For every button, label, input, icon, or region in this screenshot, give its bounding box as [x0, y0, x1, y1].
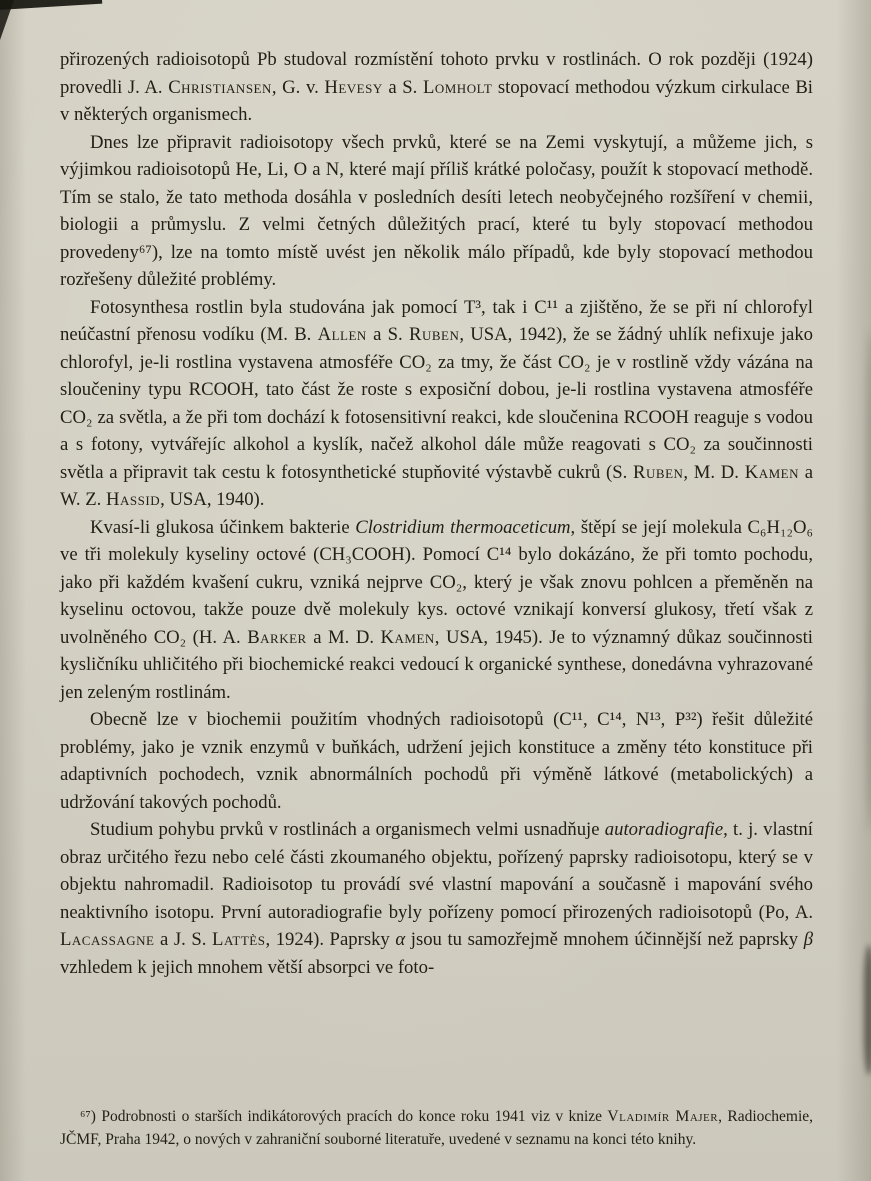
italic-term: autoradiografie: [604, 819, 724, 840]
small-caps-name: Hevesy: [324, 76, 383, 98]
scan-artifact-top-edge: [0, 0, 102, 10]
text-run: , USA, 1940).: [160, 489, 265, 510]
paragraph-5: [60, 706, 813, 816]
scan-artifact-top-left-corner: [0, 0, 14, 40]
text-run: Dnes lze připravit radioisotopy všech prvků, které se na Zemi vyskytují, a můžeme jich, s výjimkou radioisotopů He, Li, O a N, které mají příliš krátké poločasy, použít k stopovací methodě. Tím se stalo, že tato methoda dosáhla v posledních desíti letech neobyčejného rozšíření v chemii, biologii a průmyslu. Z velmi četných důležitých prací, které tu byly stopovací methodou provedeny⁶⁷), lze na tomto místě uvést jen několik málo případů, kde byly stopovací methodou rozřešeny důležité problémy.: [60, 131, 813, 290]
paragraph-6: [60, 816, 813, 981]
small-caps-name: Vladimír Majer: [607, 1108, 719, 1125]
small-caps-name: Lomholt: [422, 76, 493, 98]
text-run: , t. j. vlastní obraz určitého řezu nebo celé části zkoumaného objektu, pořízený paprsky radioisotopu, který se v objektu nahromadil. Radioisotop tu provádí své vlastní mapování a současně i mapování svého neaktivního isotopu. První autoradiografie byly pořízeny pomocí přirozených radioisotopů (Po, A.: [60, 819, 814, 923]
small-caps-name: Lattès: [212, 929, 266, 950]
text-run: vzhledem k jejich mnohem větší absorpci ve foto-: [60, 956, 435, 978]
italic-term: α: [395, 929, 406, 950]
text-run: ⁶⁷) Podrobnosti o starších indikátorových pracích do konce roku 1941 viz v knize: [80, 1108, 608, 1125]
text-run: Kvasí-li glukosa účinkem bakterie: [90, 516, 356, 538]
small-caps-name: Hassid: [106, 489, 161, 510]
scan-artifact-right-edge-shadow: [867, 330, 871, 830]
small-caps-name: Ruben: [408, 324, 460, 345]
small-caps-name: Christiansen: [168, 76, 272, 98]
paragraph-1: [60, 46, 813, 129]
text-run: Studium pohybu prvků v rostlinách a organismech velmi usnadňuje: [90, 819, 605, 840]
text-run: přirozených radioisotopů Pb studoval rozmístění tohoto prvku v rostlinách. O rok později (1924) provedli J. A.: [60, 49, 813, 98]
text-run: stopovací methodou výzkum cirkulace Bi v některých organismech.: [60, 76, 814, 125]
text-run: , G. v.: [271, 76, 325, 98]
text-run: , 1924). Paprsky: [265, 929, 396, 950]
paragraph-2: [60, 129, 813, 294]
text-run: , USA, 1945). Je to významný důkaz součinnosti kysličníku uhličitého při biochemické reakci vedoucí k organické synthese, donedávna vyhrazované jen zeleným rostlinám.: [60, 626, 813, 703]
text-run: a S.: [382, 76, 423, 98]
text-run: Obecně lze v biochemii použitím vhodných radioisotopů (C¹¹, C¹⁴, N¹³, P³²) řešit důležité problémy, jako je vznik enzymů v buňkách, udržení jejich konstituce a změny této konstituce při adaptivních pochodech, vznik abnormálních pochodů při výměně látkové (metabolických) a udržování takových pochodů.: [60, 709, 813, 813]
text-run: a S.: [366, 324, 409, 345]
italic-term: β: [803, 929, 814, 950]
paragraph-3: [60, 294, 813, 514]
text-run: jsou tu samozřejmě mnohem účinnější než paprsky: [405, 929, 804, 950]
small-caps-name: Kamen: [380, 626, 435, 648]
text-run: Fotosynthesa rostlin byla studována jak pomocí T³, tak i C¹¹ a zjištěno, že se při ní chlorofyl neúčastní přenosu vodíku (M. B.: [60, 296, 813, 345]
footnote-text: [60, 1106, 813, 1151]
italic-term: Clostridium thermoaceticum: [355, 516, 571, 538]
small-caps-name: Allen: [317, 324, 367, 345]
small-caps-name: Lacassagne: [60, 929, 155, 950]
text-run: , štěpí se její molekula C₆H₁₂O₆ ve tři molekuly kyseliny octové (CH₃COOH). Pomocí C¹⁴ bylo dokázáno, že při tomto pochodu, jako při každém kvašení cukru, vzniká nejprve CO₂, který je však znovu pohlcen a přeměněn na kyselinu octovou, takže pouze dvě molekuly kys. octové vznikají konversí glukosy, třetí však z uvolněného CO₂ (H. A.: [60, 516, 813, 648]
text-run: a M. D.: [306, 626, 381, 648]
text-run: , USA, 1942), že se žádný uhlík nefixuje jako chlorofyl, je-li rostlina vystavena atmosféře CO₂ za tmy, že část CO₂ je v rostlině vždy vázána na sloučeniny typu RCOOH, tato část že roste s exposiční dobou, je-li rostlina vystavena atmosféře CO₂ za světla, a že při tom dochází k fotosensitivní reakci, kde sloučenina RCOOH reaguje s vodou a s fotony, vytvářejíc alkohol a kyslík, načež alkohol dále může reagovati s CO₂ za součinnosti světla a připravit tak cestu k fotosynthetické stupňovité výstavbě cukrů (S.: [60, 324, 814, 483]
text-run: a J. S.: [154, 929, 213, 950]
paragraph-4: [60, 514, 813, 707]
body-text: [60, 46, 813, 981]
small-caps-name: Kamen: [744, 461, 799, 483]
text-run: a W. Z.: [60, 461, 813, 510]
small-caps-name: Ruben: [633, 461, 684, 483]
footnote: [60, 1106, 813, 1151]
text-run: , Radiochemie, JČMF, Praha 1942, o nových v zahraniční souborné literatuře, uvedené v seznamu na konci této knihy.: [60, 1108, 814, 1148]
text-run: , M. D.: [683, 461, 745, 483]
small-caps-name: Barker: [247, 626, 307, 648]
scan-artifact-right-edge-smudge: [864, 945, 871, 1075]
